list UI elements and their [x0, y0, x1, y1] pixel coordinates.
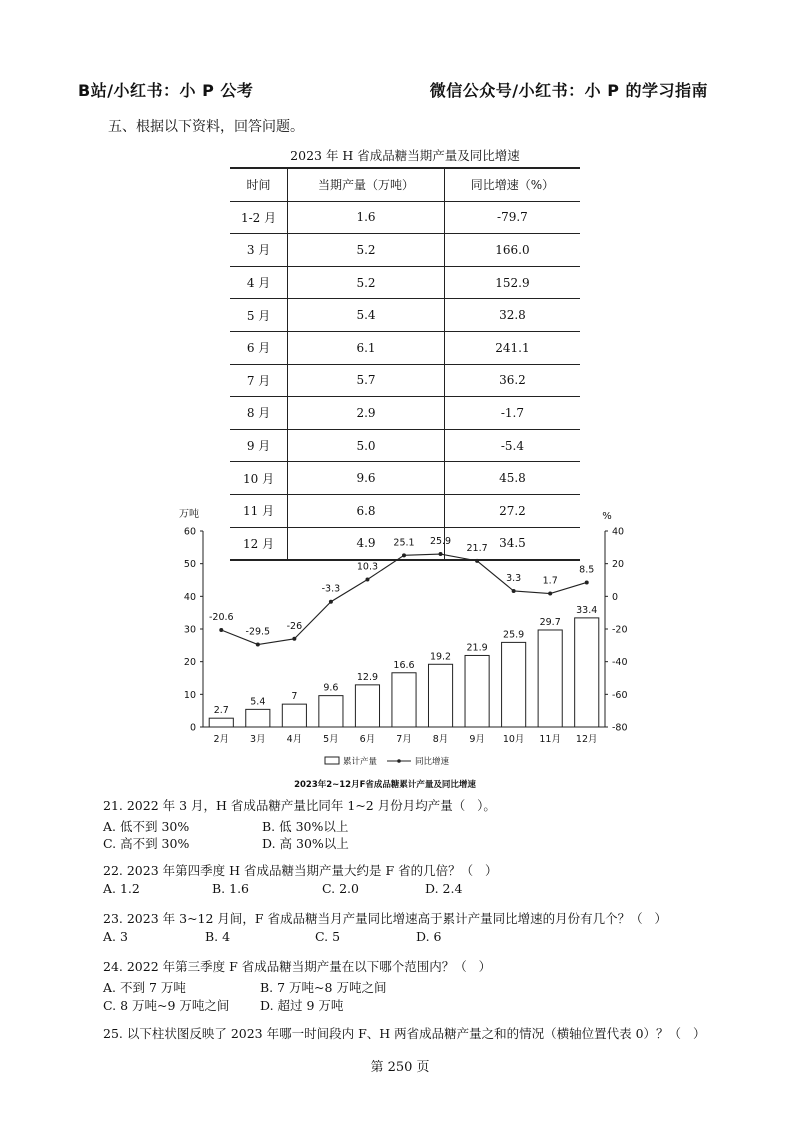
- f-province-chart: [175, 505, 645, 795]
- y-tick-label: 0: [189, 722, 196, 734]
- bar-value-label: 33.4: [576, 604, 598, 616]
- chart-title: 2023年2~12月F省成品糖累计产量及同比增速: [294, 780, 476, 790]
- x-tick-label: 3月: [250, 734, 266, 745]
- table-row: [230, 299, 580, 332]
- table-cell: 34.5: [444, 527, 580, 560]
- growth-point: [439, 552, 443, 556]
- table-header: 当期产量（万吨）: [288, 168, 445, 201]
- growth-value-label: -29.5: [245, 626, 271, 638]
- x-tick-label: 7月: [396, 734, 412, 745]
- y2-tick-label: -80: [612, 722, 628, 734]
- q23-option-c[interactable]: C. 5: [315, 929, 341, 944]
- growth-point: [292, 637, 296, 641]
- header-right: 微信公众号/小红书：小 P 的学习指南: [429, 81, 708, 100]
- y2-tick-label: 40: [612, 526, 625, 538]
- bar-cumulative: [246, 709, 270, 727]
- question-25: 25. 以下柱状图反映了 2023 年哪一时间段内 F、H 两省成品糖产量之和的情况（横轴位置代表 0）？（ ）: [103, 1026, 706, 1041]
- growth-point: [365, 578, 369, 582]
- bar-value-label: 21.9: [466, 642, 488, 654]
- table-cell: 4 月: [246, 276, 271, 291]
- bar-value-label: 25.9: [503, 629, 525, 641]
- x-tick-label: 9月: [469, 734, 485, 745]
- table-cell: 3 月: [246, 243, 271, 258]
- table-cell: 5 月: [246, 308, 271, 323]
- question-22: 22. 2023 年第四季度 H 省成品糖当期产量大约是 F 省的几倍？（ ）: [103, 863, 498, 878]
- bar-cumulative: [209, 718, 233, 727]
- table-cell: 36.2: [444, 364, 580, 397]
- y2-tick-label: -60: [612, 689, 628, 701]
- growth-value-label: 1.7: [542, 575, 558, 587]
- growth-value-label: 21.7: [466, 542, 488, 554]
- table-header-row: [230, 168, 580, 201]
- q24-option-b[interactable]: B. 7 万吨~8 万吨之间: [260, 980, 387, 995]
- bar-value-label: 2.7: [213, 705, 229, 717]
- question-23: 23. 2023 年 3~12 月间，F 省成品糖当月产量同比增速高于累计产量同比增速的月份有几个？（ ）: [103, 911, 667, 926]
- table-cell: 4.9: [288, 527, 445, 560]
- table-row: [230, 266, 580, 299]
- x-tick-label: 4月: [286, 734, 303, 745]
- q23-option-b[interactable]: B. 4: [205, 929, 231, 944]
- table-cell: 9.6: [288, 462, 445, 495]
- bar-value-label: 9.6: [323, 682, 339, 694]
- x-tick-label: 2月: [213, 734, 230, 745]
- x-tick-label: 6月: [359, 734, 376, 745]
- bar-cumulative: [282, 704, 306, 727]
- table-cell: 2.9: [288, 397, 445, 430]
- q24-option-a[interactable]: A. 不到 7 万吨: [103, 980, 186, 995]
- bar-cumulative: [502, 642, 526, 727]
- bar-cumulative: [538, 630, 562, 727]
- table-cell: 5.0: [288, 429, 445, 462]
- y2-tick-label: -20: [612, 624, 628, 636]
- table-cell: 32.8: [444, 299, 580, 332]
- y-tick-label: 10: [183, 689, 196, 701]
- bar-cumulative: [428, 664, 452, 727]
- y-tick-label: 60: [183, 526, 196, 538]
- x-tick-label: 8月: [432, 734, 449, 745]
- table-row: [230, 397, 580, 430]
- question-21: 21. 2022 年 3 月，H 省成品糖产量比同年 1~2 月份月均产量（ ）。: [103, 798, 496, 813]
- q22-option-a[interactable]: A. 1.2: [103, 881, 140, 896]
- table-cell: 5.4: [288, 299, 445, 332]
- x-tick-label: 5月: [323, 734, 339, 745]
- growth-point: [548, 592, 552, 596]
- growth-line: [221, 554, 586, 644]
- header-left: B站/小红书：小 P 公考: [78, 81, 254, 100]
- growth-point: [512, 589, 516, 593]
- q23-option-a[interactable]: A. 3: [103, 929, 128, 944]
- y2-tick-label: 20: [612, 559, 625, 571]
- table-cell: 6.1: [288, 331, 445, 364]
- growth-point: [585, 580, 589, 584]
- y-tick-label: 50: [183, 559, 196, 571]
- q21-option-c[interactable]: C. 高不到 30%: [103, 836, 190, 851]
- x-tick-label: 11月: [539, 734, 561, 745]
- legend-bar-label: 累计产量: [343, 757, 378, 767]
- growth-value-label: -20.6: [208, 611, 234, 623]
- bar-value-label: 5.4: [250, 696, 266, 708]
- table-row: [230, 429, 580, 462]
- growth-value-label: 25.9: [429, 536, 452, 548]
- table-row: [230, 462, 580, 495]
- table-cell: -79.7: [444, 201, 580, 234]
- q24-option-d[interactable]: D. 超过 9 万吨: [260, 998, 344, 1013]
- legend-line-label: 同比增速: [415, 757, 450, 767]
- table-cell: 5.7: [288, 364, 445, 397]
- x-tick-label: 10月: [502, 734, 525, 745]
- table-cell: -5.4: [444, 429, 580, 462]
- table-cell: 1.6: [288, 201, 445, 234]
- question-24: 24. 2022 年第三季度 F 省成品糖当期产量在以下哪个范围内？（ ）: [103, 959, 492, 974]
- table-cell: 241.1: [444, 331, 580, 364]
- table-cell: 7 月: [246, 373, 271, 388]
- table-cell: 10 月: [243, 471, 275, 486]
- bar-cumulative: [465, 655, 489, 727]
- growth-value-label: 3.3: [506, 572, 522, 584]
- bar-value-label: 16.6: [393, 659, 415, 671]
- table-cell: 45.8: [444, 462, 580, 495]
- table-cell: 1-2 月: [240, 210, 277, 225]
- growth-value-label: 8.5: [579, 564, 595, 576]
- table-cell: 5.2: [288, 266, 445, 299]
- x-tick-label: 12月: [575, 734, 598, 745]
- growth-point: [256, 643, 260, 647]
- growth-value-label: -3.3: [321, 583, 341, 595]
- growth-point: [329, 600, 333, 604]
- bar-cumulative: [575, 618, 599, 727]
- table-row: [230, 364, 580, 397]
- page-number: 第 250 页: [370, 1060, 430, 1075]
- bar-value-label: 12.9: [356, 671, 379, 683]
- bar-cumulative: [355, 685, 379, 727]
- y-axis-label: 万吨: [179, 509, 199, 520]
- table-header: 同比增速（%）: [444, 168, 580, 201]
- growth-point: [402, 553, 406, 557]
- q22-option-d[interactable]: D. 2.4: [425, 881, 463, 896]
- y2-tick-label: -40: [612, 657, 628, 669]
- q24-option-c[interactable]: C. 8 万吨~9 万吨之间: [103, 998, 230, 1013]
- table-cell: 12 月: [243, 536, 275, 551]
- y-tick-label: 40: [183, 591, 196, 603]
- legend-line-marker: [397, 759, 401, 763]
- q22-option-c[interactable]: C. 2.0: [322, 881, 359, 896]
- growth-value-label: -26: [286, 620, 303, 632]
- y-tick-label: 20: [183, 657, 196, 669]
- table-cell: 6.8: [288, 494, 445, 527]
- table-row: [230, 331, 580, 364]
- bar-cumulative: [392, 673, 416, 727]
- bar-value-label: 19.2: [429, 651, 452, 663]
- table-cell: 27.2: [444, 494, 580, 527]
- production-table: [230, 167, 580, 561]
- table-row: [230, 201, 580, 234]
- table-title: 2023 年 H 省成品糖当期产量及同比增速: [290, 148, 520, 163]
- growth-point: [219, 628, 223, 632]
- section-intro: 五、根据以下资料，回答问题。: [108, 119, 304, 135]
- y2-axis-label: %: [602, 511, 612, 522]
- table-cell: 6 月: [246, 341, 271, 356]
- bar-value-label: 7: [291, 691, 298, 703]
- bar-value-label: 29.7: [539, 616, 561, 628]
- q21-option-d[interactable]: D. 高 30%以上: [262, 836, 349, 851]
- bar-cumulative: [319, 696, 343, 727]
- table-cell: 8 月: [246, 406, 271, 421]
- table-header: 时间: [230, 168, 288, 201]
- table-cell: 9 月: [246, 439, 271, 454]
- growth-value-label: 10.3: [356, 561, 379, 573]
- table-cell: 152.9: [444, 266, 580, 299]
- table-cell: 11 月: [243, 504, 275, 519]
- q21-option-b[interactable]: B. 低 30%以上: [262, 819, 349, 834]
- q23-option-d[interactable]: D. 6: [416, 929, 442, 944]
- growth-point: [475, 559, 479, 563]
- table-cell: 5.2: [288, 234, 445, 267]
- q21-option-a[interactable]: A. 低不到 30%: [103, 819, 190, 834]
- table-cell: 166.0: [444, 234, 580, 267]
- y2-tick-label: 0: [612, 591, 619, 603]
- q22-option-b[interactable]: B. 1.6: [212, 881, 250, 896]
- legend-bar-swatch: [325, 757, 339, 764]
- table-row: [230, 234, 580, 267]
- y-tick-label: 30: [183, 624, 196, 636]
- table-cell: -1.7: [444, 397, 580, 430]
- growth-value-label: 25.1: [393, 537, 415, 549]
